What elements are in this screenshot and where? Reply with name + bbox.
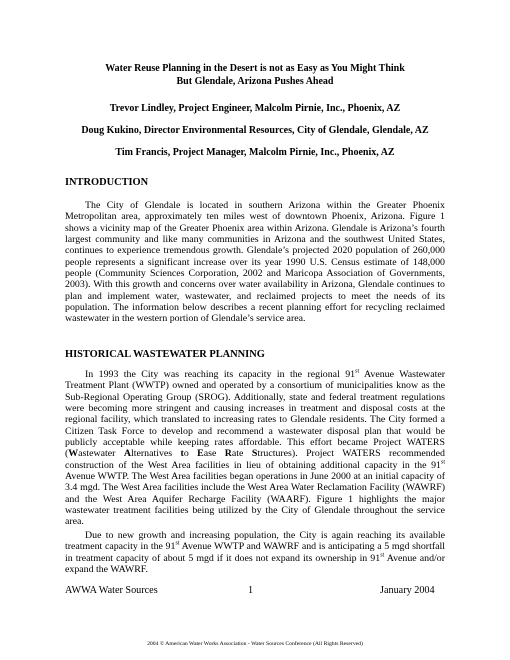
text-span: In 1993 the City was reaching its capacity in the regional 91 <box>85 369 356 380</box>
copyright-notice: 2004 © American Water Works Association - Water Sources Conference (All Rights Reserved) <box>147 641 363 647</box>
text-span: astewater <box>78 448 124 460</box>
intro-paragraph: The City of Glendale is located in southern Arizona within the Greater Phoenix Metropolitan area, approximately ten miles west of downtown Phoenix, Arizona. Figure 1 shows a vicinity map of the Greater Phoenix area within Arizona. Glendale is Arizona’s fourth largest community and like many communities in Arizona and the southwest United States, continues to experience tremendous growth. Glendale’s projected 2020 population of 260,000 people represents a significant increase over its year 1990 U.S. Census estimate of 148,000 people (Community Sciences Corporation, 2002 and Maricopa Association of Governments, 2003). With this growth and concerns over water availability in Arizona, Glendale continues to plan and implement water, wastewater, and reclaimed projects to meet the needs of its population. The information below describes a recent planning effort for recycling reclaimed wastewater in the western portion of Glendale’s service area. <box>65 200 445 325</box>
title-line-1: Water Reuse Planning in the Desert is not as Easy as You Might Think <box>105 63 405 74</box>
text-span: Avenue WWTP. The West Area facilities began operations in June 2000 at an initial capacity of 3.4 mgd. The West Area facilities include the West Area Water Reclamation Facility (WAWRF) and the West Area Aquifer Recharge Facility (WAARF). Figure 1 highlights the major wastewater treatment facilities being utilized by the City of Glendale throughout the service area. <box>65 471 445 528</box>
acronym-letter: R <box>224 448 232 460</box>
acronym-letter: W <box>68 448 79 460</box>
historical-paragraph-2 <box>65 530 445 575</box>
superscript: st <box>175 541 180 548</box>
text-span: Due to new growth and increasing population, the City is again reaching its available treatment capacity in the 91 <box>65 530 445 553</box>
superscript: st <box>440 459 445 466</box>
acronym-letter: t <box>180 448 184 460</box>
acronym-letter: A <box>123 448 131 460</box>
text-span: Avenue WWTP and WAWRF and is anticipating a 5 mgd shortfall in treatment capacity of about 5 mgd if it does not expand its ownership in 91 <box>65 541 445 564</box>
text-span: Avenue and/or expand the WAWRF. <box>65 552 445 576</box>
text-span: ate <box>231 448 252 460</box>
footer-date: January 2004 <box>380 585 435 596</box>
author-1: Trevor Lindley, Project Engineer, Malcolm Pirnie, Inc., Phoenix, AZ <box>109 103 401 114</box>
superscript: st <box>355 368 360 375</box>
author-3: Tim Francis, Project Manager, Malcolm Pirnie, Inc., Phoenix, AZ <box>115 147 395 158</box>
section-heading-historical: HISTORICAL WASTEWATER PLANNING <box>65 349 265 360</box>
text-span: o <box>183 448 198 460</box>
acronym-letter: S <box>251 448 258 460</box>
text-span: ase <box>203 448 225 460</box>
title-line-2: But Glendale, Arizona Pushes Ahead <box>176 76 334 87</box>
text-span: lternatives <box>131 448 181 460</box>
footer-left: AWWA Water Sources <box>65 585 158 596</box>
acronym-letter: E <box>197 448 204 460</box>
text-span: tructures <box>257 448 292 460</box>
historical-paragraph-1 <box>65 369 445 528</box>
paper-title <box>0 62 510 88</box>
section-heading-introduction: INTRODUCTION <box>65 177 149 188</box>
page-number: 1 <box>248 585 254 596</box>
text-span: ). Project WATERS recommended construction of the West Area facilities in lieu of obtaining additional capacity in the 91 <box>65 448 445 471</box>
text-span: Avenue Wastewater Treatment Plant (WWTP) owned and operated by a consortium of municipalities know as the Sub-Regional Operating Group (SROG). Additionally, state and federal treatment regulations were becoming more stringent and causing increases in treatment and disposal costs at the regional facility, which translated to increasing rates to Glendale residents. The City formed a Citizen Task Force to develop and recommend a wastewater disposal plan that would be publicly acceptable while keeping rates affordable. This effort became Project WATERS ( <box>65 369 446 460</box>
author-2: Doug Kukino, Director Environmental Resources, City of Glendale, Glendale, AZ <box>81 125 429 136</box>
superscript: st <box>380 552 385 559</box>
